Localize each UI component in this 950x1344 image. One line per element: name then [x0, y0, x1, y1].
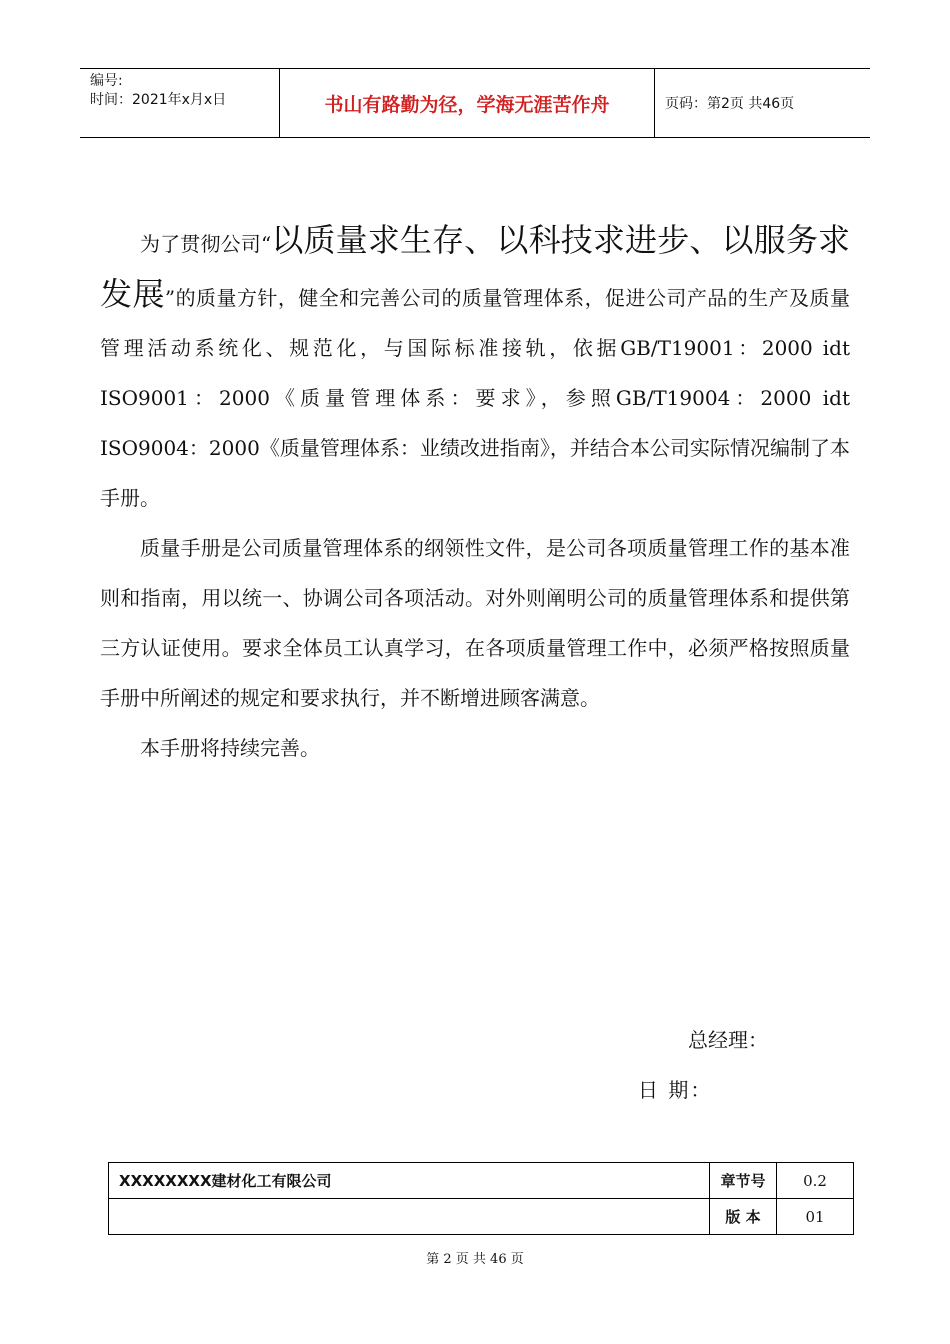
version-value: 01	[777, 1199, 854, 1235]
intro-rest: 的质量方针，健全和完善公司的质量管理体系，促进公司产品的生产及质量管理活动系统化、规范化，与国际标准接轨，依据GB/T19001：2000 idt ISO9001：2000《质量管理体系：要求》，参照GB/T19004：2000 idt ISO9004：2000《质量管理体系：业绩改进指南》，并结合本公司实际情况编制了本手册。	[100, 286, 850, 510]
closing-paragraph: 本手册将持续完善。	[140, 736, 320, 760]
quote-open: “	[260, 232, 272, 256]
number-label: 编号:	[90, 73, 123, 89]
quote-close: ”	[164, 286, 176, 310]
version-label: 版 本	[710, 1199, 777, 1235]
header-meta	[80, 69, 280, 137]
header-page-info: 页码：第2页 共46页	[665, 96, 795, 112]
footer-info-table	[108, 1162, 854, 1235]
header-motto: 书山有路勤为径，学海无涯苦作舟	[280, 69, 655, 137]
document-body	[100, 215, 850, 773]
document-header	[80, 68, 870, 138]
page-number-footer: 第 2 页 共 46 页	[426, 1252, 524, 1267]
intro-prefix: 为了贯彻公司	[140, 232, 261, 256]
manual-purpose-paragraph: 质量手册是公司质量管理体系的纲领性文件，是公司各项质量管理工作的基本准则和指南，用以统一、协调公司各项活动。对外则阐明公司的质量管理体系和提供第三方认证使用。要求全体员工认真学习，在各项质量管理工作中，必须严格按照质量手册中所阐述的规定和要求执行，并不断增进顾客满意。	[100, 536, 850, 710]
chapter-value: 0.2	[777, 1163, 854, 1199]
date-label: 日 期：	[638, 1078, 713, 1102]
time-label: 时间：2021年x月x日	[90, 92, 227, 108]
empty-cell	[109, 1199, 710, 1235]
table-row	[109, 1199, 854, 1235]
table-row	[109, 1163, 854, 1199]
quality-slogan: 以质量求生存、以科技求进步、以服务求发展	[100, 221, 850, 313]
company-name: XXXXXXXX建材化工有限公司	[109, 1163, 710, 1199]
intro-paragraph	[100, 215, 850, 523]
chapter-label: 章节号	[710, 1163, 777, 1199]
general-manager-label: 总经理：	[688, 1028, 768, 1052]
